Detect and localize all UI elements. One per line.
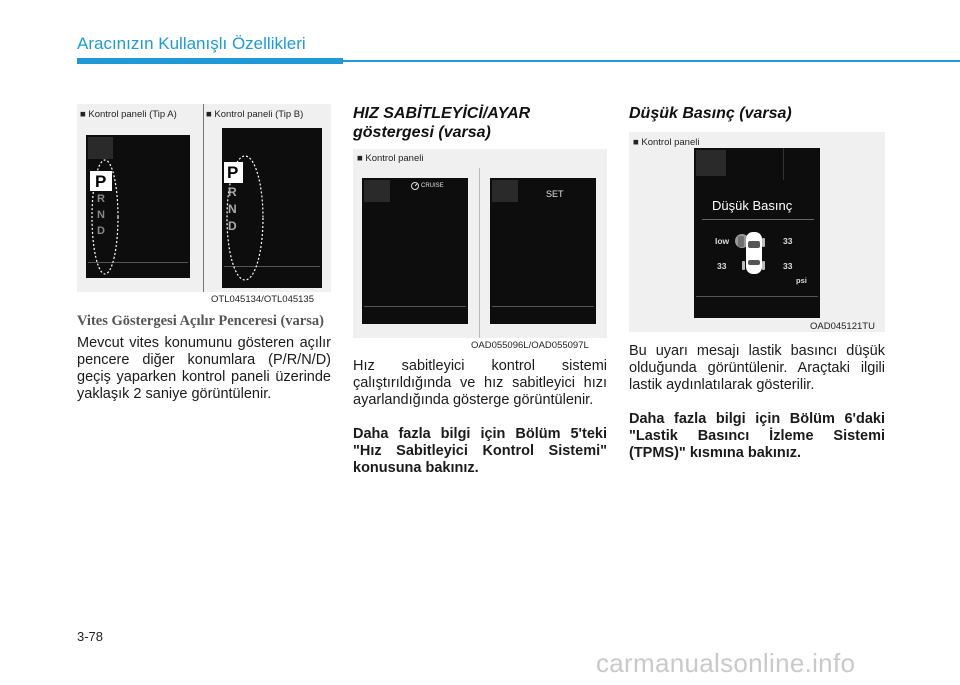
shift-figure-caption: OTL045134/OTL045135: [211, 294, 314, 305]
section-header-title: Aracınızın Kullanışlı Özellikleri: [77, 34, 306, 53]
set-indicator-text: SET: [546, 189, 564, 199]
tpms-fr-value: 33: [783, 236, 793, 246]
cruise-icon: [410, 181, 420, 191]
shift-figure-label-b: ■ Kontrol paneli (Tip B): [206, 109, 304, 120]
cruise-screen-left: [362, 178, 468, 324]
tpms-rr-value: 33: [783, 261, 793, 271]
gear-r-a: R: [97, 193, 105, 205]
shift-figure-label-a: ■ Kontrol paneli (Tip A): [80, 109, 177, 120]
tpms-unit-label: psi: [796, 276, 807, 285]
tpms-low-label: low: [715, 236, 730, 246]
gear-d-b: D: [228, 219, 237, 233]
header-rule-thick: [77, 58, 343, 64]
gear-p-b: P: [227, 163, 239, 182]
tpms-rl-value: 33: [717, 261, 727, 271]
screen-corner-box: [492, 180, 518, 202]
tpms-figure-caption: OAD045121TU: [810, 321, 875, 332]
screen-top-box: [783, 148, 820, 180]
tpms-screen: [694, 148, 820, 318]
shift-screen-type-b: [222, 128, 322, 288]
header-rule-thin: [343, 60, 960, 62]
cruise-section-body: Hız sabitleyici kontrol sistemi çalıştırıldığında ve hız sabitleyici hızı ayarlandığında gösterge görüntülenir.: [353, 358, 607, 408]
screen-corner-box: [88, 137, 113, 159]
watermark: carmanualsonline.info: [596, 648, 856, 678]
tpms-title-rule: [702, 219, 814, 220]
cruise-figure-divider: [479, 168, 480, 338]
screen-corner-box: [696, 150, 726, 176]
shift-figure-divider: [203, 104, 204, 292]
page-number: 3-78: [77, 629, 104, 644]
shift-screen-type-a: [86, 135, 190, 278]
gear-n-b: N: [228, 202, 237, 216]
screen-line: [492, 306, 594, 307]
gear-p-a: P: [95, 172, 107, 191]
shift-section-heading: Vites Göstergesi Açılır Penceresi (varsa): [77, 313, 324, 329]
tpms-warning-title: Düşük Basınç: [712, 198, 793, 213]
cruise-screen-right: [490, 178, 596, 324]
tpms-section-body: Bu uyarı mesajı lastik basıncı düşük olduğunda görüntülenir. Araçtaki ilgili lastik aydınlatılarak gösterilir.: [629, 343, 885, 393]
cruise-section-note: Daha fazla bilgi için Bölüm 5'teki "Hız Sabitleyici Kontrol Sistemi" konusuna bakınız.: [353, 426, 607, 476]
screen-line: [696, 296, 818, 297]
tpms-section-note: Daha fazla bilgi için Bölüm 6'daki "Lastik Basıncı İzleme Sistemi (TPMS)" kısmına bakınız.: [629, 411, 885, 461]
cruise-figure-label: ■ Kontrol paneli: [357, 153, 424, 164]
cruise-figure-caption: OAD055096L/OAD055097L: [471, 340, 589, 351]
screen-line: [364, 306, 466, 307]
screen-corner-box: [364, 180, 390, 202]
tpms-section-heading: Düşük Basınç (varsa): [629, 105, 792, 122]
shift-section-body: Mevcut vites konumunu gösteren açılır pencere diğer konumlara (P/R/N/D) geçiş yaparken kontrol paneli üzerinde yaklaşık 2 saniye görüntülenir.: [77, 335, 331, 402]
car-top-view-icon: [734, 228, 774, 280]
gear-n-a: N: [97, 209, 105, 221]
cruise-section-heading: HIZ SABİTLEYİCİ/AYAR göstergesi (varsa): [353, 105, 531, 141]
gear-r-b: R: [228, 185, 237, 199]
cruise-indicator-text: CRUISE: [421, 183, 444, 189]
tpms-figure-label: ■ Kontrol paneli: [633, 137, 700, 148]
gear-d-a: D: [97, 225, 105, 237]
